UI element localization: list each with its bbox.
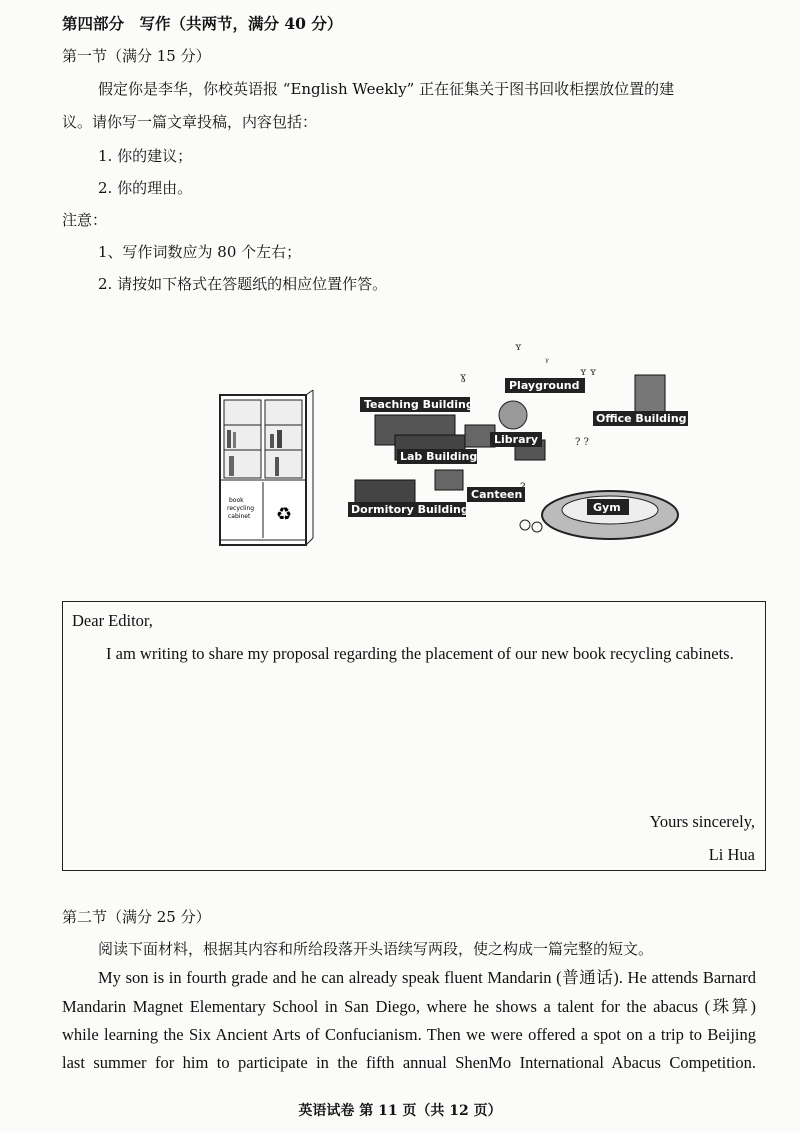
label-teaching-building	[360, 397, 474, 412]
letter-first-line: I am writing to share my proposal regarding the placement of our new book recycling cabinets.	[106, 644, 734, 663]
label-teaching-building-text: Teaching Building	[364, 398, 474, 411]
label-canteen	[467, 487, 525, 502]
part2-instruction: 阅读下面材料，根据其内容和所给段落开头语续写两段，使之构成一篇完整的短文。	[98, 940, 654, 958]
label-dormitory-building-text: Dormitory Building	[351, 503, 469, 516]
label-playground-text: Playground	[509, 379, 580, 392]
label-library	[490, 432, 542, 447]
label-playground	[505, 378, 585, 393]
note-2: 2. 请按如下格式在答题纸的相应位置作答。	[98, 275, 388, 293]
letter-greeting: Dear Editor,	[72, 611, 153, 630]
campus-illustration	[215, 330, 695, 560]
label-canteen-text: Canteen	[471, 488, 523, 501]
label-lab-building	[397, 449, 477, 464]
label-library-text: Library	[494, 433, 539, 446]
letter-closing: Yours sincerely,	[649, 812, 755, 831]
label-dormitory-building	[348, 502, 469, 517]
label-gym	[587, 499, 629, 515]
story-line-4: last summer for him to participate in the fifth annual ShenMo International Abacus Competition.	[62, 1053, 756, 1072]
cabinet-label-line-1: book	[229, 497, 244, 504]
cabinet-label-line-3: cabinet	[228, 513, 251, 520]
part2-title: 第二节（满分 25 分）	[62, 908, 211, 926]
task-line-2: 议。请你写一篇文章投稿，内容包括：	[62, 113, 318, 131]
task-line-1: 假定你是李华，你校英语报 “English Weekly” 正在征集关于图书回收柜摆放位置的建	[98, 80, 675, 98]
label-gym-text: Gym	[593, 501, 621, 514]
section-header: 第四部分 写作（共两节，满分 40 分）	[62, 14, 343, 33]
svg-text:ᵞ: ᵞ	[545, 357, 549, 368]
note-1: 1、写作词数应为 80 个左右；	[98, 243, 302, 261]
story-line-2: Mandarin Magnet Elementary School in San Diego, where he shows a talent for the abacus (珠算)	[62, 997, 756, 1016]
recycle-icon: ♻	[276, 504, 293, 525]
letter-answer-box	[62, 601, 766, 871]
story-line-1: My son is in fourth grade and he can already speak fluent Mandarin (普通话). He attends Barnard	[98, 968, 756, 987]
book-recycling-cabinet	[220, 390, 313, 545]
story-line-3: while learning the Six Ancient Arts of Confucianism. Then we were offered a spot on a trip to Beijing	[62, 1025, 756, 1044]
note-title: 注意：	[62, 211, 108, 229]
page-footer: 英语试卷 第 11 页（共 12 页）	[298, 1103, 502, 1119]
part1-title: 第一节（满分 15 分）	[62, 47, 211, 65]
svg-text:ɣ: ɣ	[460, 372, 466, 383]
requirement-2: 2. 你的理由。	[98, 179, 193, 197]
letter-signature: Li Hua	[708, 845, 755, 864]
cabinet-label-line-2: recycling	[227, 505, 255, 512]
svg-text:? ?: ? ?	[575, 437, 589, 448]
svg-text:ʏ: ʏ	[515, 342, 522, 353]
label-lab-building-text: Lab Building	[400, 450, 478, 463]
requirement-1: 1. 你的建议；	[98, 147, 193, 165]
label-office-building	[593, 411, 688, 426]
svg-text:ʏ ʏ: ʏ ʏ	[580, 367, 597, 378]
library-dome	[499, 401, 527, 429]
label-office-building-text: Office Building	[596, 412, 687, 425]
